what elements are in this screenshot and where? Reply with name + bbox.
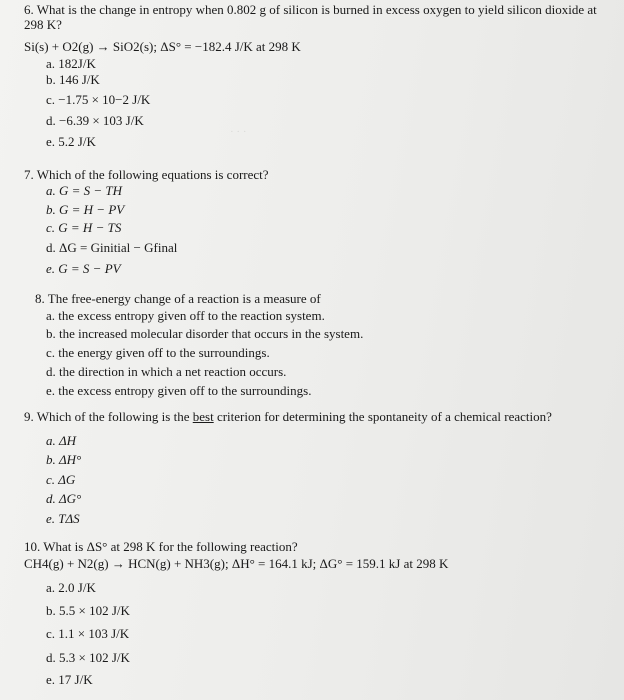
q6-option-d: d. −6.39 × 103 J/K bbox=[46, 113, 144, 128]
q10-option-d: d. 5.3 × 102 J/K bbox=[46, 650, 130, 665]
q9-option-a: a. ΔH bbox=[46, 433, 77, 448]
q10-option-c: c. 1.1 × 103 J/K bbox=[46, 626, 130, 641]
q9-stem-best: best bbox=[192, 409, 214, 424]
q9-stem-pre: 9. Which of the following is the bbox=[24, 409, 193, 424]
q10-option-e: e. 17 J/K bbox=[46, 672, 93, 687]
q10-equation: CH4(g) + N2(g) → HCN(g) + NH3(g); ΔH° = 164.1 kJ; ΔG° = 159.1 kJ at 298 K bbox=[24, 556, 449, 571]
q7-option-a: a. G = S − TH bbox=[46, 183, 123, 198]
q7-option-b: b. G = H − PV bbox=[46, 202, 125, 217]
q9-option-c: c. ΔG bbox=[46, 472, 76, 487]
q9-option-b: b. ΔH° bbox=[46, 452, 82, 467]
q6-option-a: a. 182J/K bbox=[46, 56, 96, 71]
q8-option-a: a. the excess entropy given off to the reaction system. bbox=[46, 308, 325, 323]
q8-option-e: e. the excess entropy given off to the surroundings. bbox=[46, 383, 312, 398]
q10-option-b: b. 5.5 × 102 J/K bbox=[46, 603, 130, 618]
q9-stem-post: criterion for determining the spontaneity of a chemical reaction? bbox=[213, 409, 552, 424]
q8-stem: 8. The free-energy change of a reaction is a measure of bbox=[35, 291, 321, 306]
q6-option-b: b. 146 J/K bbox=[46, 72, 100, 87]
q9-option-e: e. TΔS bbox=[46, 511, 80, 526]
q6-option-e: e. 5.2 J/K bbox=[46, 134, 96, 149]
q7-stem: 7. Which of the following equations is correct? bbox=[24, 167, 269, 182]
bleed-through: · · · bbox=[230, 126, 247, 138]
q6-option-c: c. −1.75 × 10−2 J/K bbox=[46, 92, 151, 107]
q7-option-e: e. G = S − PV bbox=[46, 261, 121, 276]
q10-stem: 10. What is ΔS° at 298 K for the following reaction? bbox=[24, 539, 298, 554]
q6-stem-line1: 6. What is the change in entropy when 0.802 g of silicon is burned in excess oxygen to yield silicon dioxide at bbox=[24, 2, 597, 17]
q6-stem-line2: 298 K? bbox=[24, 17, 62, 32]
q9-stem bbox=[24, 409, 552, 425]
q8-option-b: b. the increased molecular disorder that occurs in the system. bbox=[46, 326, 364, 341]
q8-option-c: c. the energy given off to the surroundings. bbox=[46, 345, 270, 360]
q10-option-a: a. 2.0 J/K bbox=[46, 580, 96, 595]
q7-option-d: d. ΔG = Ginitial − Gfinal bbox=[46, 240, 178, 255]
q7-option-c: c. G = H − TS bbox=[46, 220, 122, 235]
q8-option-d: d. the direction in which a net reaction occurs. bbox=[46, 364, 287, 379]
q6-equation: Si(s) + O2(g) → SiO2(s); ΔS° = −182.4 J/K at 298 K bbox=[24, 39, 301, 54]
q9-option-d: d. ΔG° bbox=[46, 491, 82, 506]
